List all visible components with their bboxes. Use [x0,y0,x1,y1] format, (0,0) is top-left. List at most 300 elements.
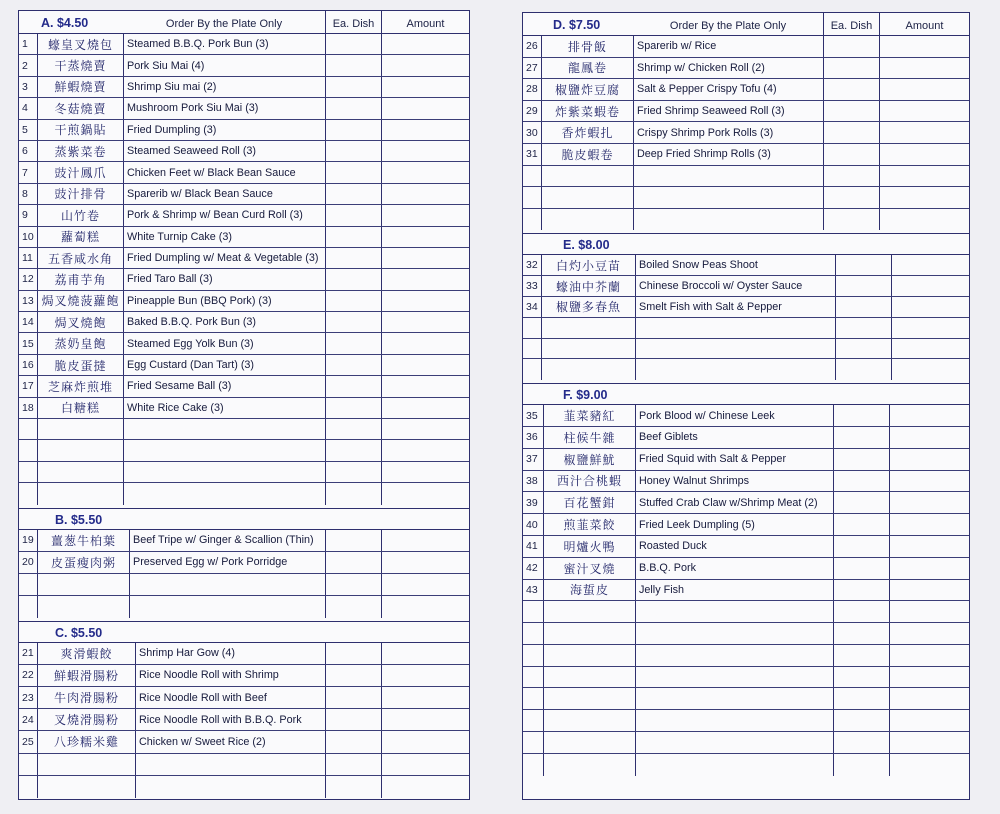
item-english-name: Jelly Fish [635,580,833,601]
item-english-name [123,462,325,482]
amount-cell[interactable] [889,536,969,557]
amount-cell[interactable] [381,184,469,204]
amount-cell[interactable] [879,144,969,165]
each-dish-cell[interactable] [325,398,381,418]
item-english-name [635,645,833,666]
each-dish-cell[interactable] [833,754,889,776]
item-number: 16 [22,359,34,372]
each-dish-cell[interactable] [835,276,891,296]
menu-item-row [19,77,469,98]
each-dish-cell[interactable] [833,688,889,709]
amount-cell[interactable] [381,248,469,268]
item-number [523,187,541,208]
each-dish-cell[interactable] [325,776,381,798]
each-dish-cell[interactable] [325,162,381,182]
item-chinese-name: 椒鹽多春魚 [541,297,635,317]
item-number: 4 [22,102,28,115]
each-dish-cell[interactable] [835,318,891,338]
amount-cell[interactable] [889,623,969,644]
each-dish-cell[interactable] [325,184,381,204]
item-english-name: Pork Siu Mai (4) [123,55,325,75]
amount-cell[interactable] [889,558,969,579]
amount-cell[interactable] [889,405,969,426]
item-english-name: Chinese Broccoli w/ Oyster Sauce [635,276,835,296]
menu-item-row [523,101,969,123]
item-english-name [635,710,833,731]
item-chinese-name: 爽滑蝦餃 [37,643,135,664]
item-chinese-name: 炸紫菜蝦卷 [541,101,633,122]
amount-cell[interactable] [381,440,469,460]
menu-item-row [19,184,469,205]
section-d-price: D. $7.50 [553,18,601,32]
item-number: 10 [22,230,34,243]
item-english-name: Baked B.B.Q. Pork Bun (3) [123,312,325,332]
amount-cell[interactable] [381,376,469,396]
amount-cell[interactable] [381,333,469,353]
item-number [523,318,541,338]
amount-cell[interactable] [381,462,469,482]
item-english-name: Shrimp Siu mai (2) [123,77,325,97]
menu-item-row [19,162,469,183]
item-chinese-name: 排骨飯 [541,36,633,57]
each-dish-cell[interactable] [325,205,381,225]
item-number: 19 [22,534,34,547]
each-dish-cell[interactable] [325,227,381,247]
each-dish-cell[interactable] [325,731,381,752]
each-dish-cell[interactable] [833,558,889,579]
amount-cell[interactable] [381,98,469,118]
amount-cell[interactable] [381,355,469,375]
menu-item-row [523,297,969,318]
amount-cell[interactable] [891,318,969,338]
amount-cell[interactable] [879,166,969,187]
amount-cell[interactable] [889,732,969,753]
menu-item-row [19,643,469,665]
each-dish-cell[interactable] [325,376,381,396]
item-number: 18 [22,401,34,414]
item-english-name: Smelt Fish with Salt & Pepper [635,297,835,317]
each-dish-cell[interactable] [325,530,381,551]
section-f-price: F. $9.00 [563,388,608,403]
item-chinese-name: 荔甫芋角 [37,269,123,289]
each-dish-cell[interactable] [325,141,381,161]
each-dish-cell[interactable] [835,297,891,317]
menu-item-row [19,333,469,354]
item-number: 8 [22,187,28,200]
amount-cell[interactable] [381,312,469,332]
item-chinese-name [541,187,633,208]
item-chinese-name: 鮮蝦滑腸粉 [37,665,135,686]
blank-row [19,462,469,483]
menu-item-row [19,248,469,269]
item-number [523,688,543,709]
each-dish-cell[interactable] [325,596,381,618]
each-dish-cell[interactable] [325,419,381,439]
each-dish-cell[interactable] [833,492,889,513]
item-number: 37 [526,453,538,466]
menu-item-row [19,731,469,753]
item-english-name [129,596,325,618]
item-number: 33 [526,280,538,293]
item-chinese-name [543,645,635,666]
item-english-name [635,688,833,709]
menu-item-row [523,58,969,80]
amount-cell[interactable] [889,688,969,709]
amount-cell[interactable] [891,255,969,275]
amount-cell[interactable] [891,359,969,380]
blank-row [19,419,469,440]
menu-item-row [523,471,969,493]
item-number: 25 [22,735,34,748]
item-chinese-name: 白糖糕 [37,398,123,418]
item-chinese-name [543,710,635,731]
item-english-name [135,776,325,798]
amount-cell[interactable] [889,514,969,535]
menu-item-row [19,552,469,574]
amount-cell[interactable] [381,596,469,618]
blank-row [19,440,469,461]
amount-cell[interactable] [381,34,469,54]
menu-item-row [523,427,969,449]
item-english-name [633,187,823,208]
menu-item-row [523,536,969,558]
amount-cell[interactable] [889,754,969,776]
item-english-name [129,574,325,595]
amount-cell[interactable] [381,709,469,730]
item-number [523,710,543,731]
item-number: 30 [526,126,538,139]
each-dish-cell[interactable] [325,269,381,289]
menu-item-row [19,98,469,119]
each-dish-cell[interactable] [823,79,879,100]
amount-cell[interactable] [381,205,469,225]
each-dish-cell[interactable] [325,709,381,730]
item-chinese-name: 蒸紫菜卷 [37,141,123,161]
blank-row [523,601,969,623]
amount-cell[interactable] [889,471,969,492]
item-english-name: Steamed B.B.Q. Pork Bun (3) [123,34,325,54]
menu-item-row [523,36,969,58]
menu-item-row [19,665,469,687]
blank-row [19,574,469,596]
item-english-name: Chicken Feet w/ Black Bean Sauce [123,162,325,182]
item-number [523,623,543,644]
item-english-name: Fried Sesame Ball (3) [123,376,325,396]
amount-cell[interactable] [381,419,469,439]
each-dish-cell[interactable] [325,687,381,708]
item-chinese-name: 百花蟹鉗 [543,492,635,513]
item-number: 9 [22,209,28,222]
item-number: 35 [526,409,538,422]
amount-cell[interactable] [381,398,469,418]
each-dish-cell[interactable] [325,291,381,311]
each-dish-cell[interactable] [325,98,381,118]
blank-row [523,754,969,776]
menu-item-row [19,291,469,312]
item-chinese-name [37,776,135,798]
amount-cell[interactable] [889,427,969,448]
amount-cell[interactable] [891,276,969,296]
item-number [523,645,543,666]
each-dish-cell[interactable] [833,601,889,622]
amount-cell[interactable] [879,101,969,122]
item-number: 13 [22,294,34,307]
item-english-name: Crispy Shrimp Pork Rolls (3) [633,122,823,143]
amount-cell[interactable] [891,297,969,317]
each-dish-cell[interactable] [325,462,381,482]
menu-item-row [19,312,469,333]
item-chinese-name: 焗叉燒飽 [37,312,123,332]
each-dish-cell[interactable] [325,120,381,140]
each-dish-cell[interactable] [833,514,889,535]
amount-cell[interactable] [381,291,469,311]
item-number [19,440,37,460]
amount-cell[interactable] [879,36,969,57]
blank-row [523,339,969,360]
each-dish-cell[interactable] [835,339,891,359]
each-dish-cell[interactable] [823,122,879,143]
each-dish-cell[interactable] [325,754,381,775]
each-dish-cell[interactable] [833,732,889,753]
item-english-name [635,623,833,644]
item-english-name [635,667,833,688]
item-english-name: Sparerib w/ Rice [633,36,823,57]
item-number: 36 [526,431,538,444]
item-english-name: Beef Tripe w/ Ginger & Scallion (Thin) [129,530,325,551]
item-number [19,483,37,504]
item-chinese-name: 韮菜豬紅 [543,405,635,426]
item-english-name: Shrimp w/ Chicken Roll (2) [633,58,823,79]
amount-cell[interactable] [889,580,969,601]
item-english-name [123,419,325,439]
item-english-name: White Turnip Cake (3) [123,227,325,247]
amount-cell[interactable] [381,77,469,97]
each-dish-cell[interactable] [823,101,879,122]
amount-cell[interactable] [879,187,969,208]
item-number: 21 [22,647,34,660]
amount-cell[interactable] [381,530,469,551]
each-dish-cell[interactable] [325,312,381,332]
item-number: 28 [526,83,538,96]
each-dish-cell[interactable] [833,405,889,426]
col-amount: Amount [381,11,469,33]
item-chinese-name [541,359,635,380]
amount-cell[interactable] [381,665,469,686]
item-english-name: Sparerib w/ Black Bean Sauce [123,184,325,204]
each-dish-cell[interactable] [325,333,381,353]
item-number: 43 [526,583,538,596]
amount-cell[interactable] [381,552,469,573]
each-dish-cell[interactable] [325,552,381,573]
menu-item-row [523,122,969,144]
item-english-name: Rice Noodle Roll with B.B.Q. Pork [135,709,325,730]
amount-cell[interactable] [889,710,969,731]
item-number: 7 [22,166,28,179]
item-english-name: Pineapple Bun (BBQ Pork) (3) [123,291,325,311]
amount-cell[interactable] [381,754,469,775]
menu-item-row [19,205,469,226]
each-dish-cell[interactable] [325,665,381,686]
blank-row [523,318,969,339]
each-dish-cell[interactable] [325,574,381,595]
item-chinese-name: 蠔油中芥蘭 [541,276,635,296]
amount-cell[interactable] [879,209,969,231]
amount-cell[interactable] [381,162,469,182]
item-english-name: Pork & Shrimp w/ Bean Curd Roll (3) [123,205,325,225]
item-chinese-name: 香炸蝦扎 [541,122,633,143]
blank-row [523,166,969,188]
item-english-name: Shrimp Har Gow (4) [135,643,325,664]
item-english-name: Fried Squid with Salt & Pepper [635,449,833,470]
item-chinese-name [37,462,123,482]
item-english-name: Steamed Egg Yolk Bun (3) [123,333,325,353]
amount-cell[interactable] [889,449,969,470]
item-chinese-name: 豉汁鳳爪 [37,162,123,182]
each-dish-cell[interactable] [823,187,879,208]
section-f-rows [523,405,969,776]
item-chinese-name [37,419,123,439]
each-dish-cell[interactable] [833,427,889,448]
each-dish-cell[interactable] [833,645,889,666]
item-number: 5 [22,123,28,136]
item-number [523,209,541,231]
left-header [19,11,469,34]
item-english-name: Honey Walnut Shrimps [635,471,833,492]
amount-cell[interactable] [381,574,469,595]
item-chinese-name: 八珍糯米雞 [37,731,135,752]
each-dish-cell[interactable] [833,623,889,644]
item-number [523,339,541,359]
item-chinese-name [541,318,635,338]
section-b-rows [19,530,469,618]
item-english-name: Chicken w/ Sweet Rice (2) [135,731,325,752]
section-e-rows [523,255,969,380]
item-english-name: Fried Dumpling w/ Meat & Vegetable (3) [123,248,325,268]
item-english-name: Beef Giblets [635,427,833,448]
each-dish-cell[interactable] [833,667,889,688]
section-b-header [19,508,469,530]
amount-cell[interactable] [889,492,969,513]
item-chinese-name: 煎韮菜餃 [543,514,635,535]
col-each-dish-right: Ea. Dish [823,13,879,35]
each-dish-cell[interactable] [823,36,879,57]
item-number [523,166,541,187]
amount-cell[interactable] [381,141,469,161]
each-dish-cell[interactable] [833,580,889,601]
item-chinese-name: 海蜇皮 [543,580,635,601]
item-number: 15 [22,337,34,350]
amount-cell[interactable] [879,79,969,100]
menu-item-row [19,687,469,709]
each-dish-cell[interactable] [833,471,889,492]
amount-cell[interactable] [381,731,469,752]
each-dish-cell[interactable] [823,166,879,187]
menu-item-row [19,227,469,248]
each-dish-cell[interactable] [833,449,889,470]
amount-cell[interactable] [381,643,469,664]
item-number [19,754,37,775]
amount-cell[interactable] [381,687,469,708]
each-dish-cell[interactable] [325,643,381,664]
amount-cell[interactable] [381,269,469,289]
item-chinese-name [543,623,635,644]
item-chinese-name [543,732,635,753]
item-number: 23 [22,691,34,704]
item-chinese-name [543,601,635,622]
section-c-price: C. $5.50 [55,625,103,640]
amount-cell[interactable] [891,339,969,359]
each-dish-cell[interactable] [835,359,891,380]
each-dish-cell[interactable] [823,209,879,231]
item-number [523,359,541,380]
amount-cell[interactable] [381,227,469,247]
item-number [523,732,543,753]
each-dish-cell[interactable] [325,55,381,75]
amount-cell[interactable] [889,667,969,688]
each-dish-cell[interactable] [835,255,891,275]
menu-item-row [523,558,969,580]
amount-cell[interactable] [381,483,469,504]
menu-item-row [523,255,969,276]
blank-row [523,623,969,645]
item-chinese-name [541,339,635,359]
item-number [523,754,543,776]
item-chinese-name [543,667,635,688]
each-dish-cell[interactable] [823,58,879,79]
item-chinese-name: 柱候牛雜 [543,427,635,448]
amount-cell[interactable] [879,58,969,79]
section-a-rows [19,34,469,505]
item-chinese-name: 芝麻炸煎堆 [37,376,123,396]
item-english-name: Egg Custard (Dan Tart) (3) [123,355,325,375]
item-english-name: Fried Shrimp Seaweed Roll (3) [633,101,823,122]
each-dish-cell[interactable] [833,710,889,731]
amount-cell[interactable] [381,55,469,75]
item-english-name: Fried Dumpling (3) [123,120,325,140]
each-dish-cell[interactable] [325,77,381,97]
item-english-name [635,359,835,380]
amount-cell[interactable] [889,601,969,622]
amount-cell[interactable] [381,776,469,798]
item-chinese-name: 明爐火鴨 [543,536,635,557]
item-chinese-name: 薑葱牛柏葉 [37,530,129,551]
item-english-name: White Rice Cake (3) [123,398,325,418]
amount-cell[interactable] [889,645,969,666]
item-english-name: Boiled Snow Peas Shoot [635,255,835,275]
each-dish-cell[interactable] [325,355,381,375]
amount-cell[interactable] [381,120,469,140]
each-dish-cell[interactable] [325,248,381,268]
section-e-header [523,233,969,255]
item-english-name: Deep Fried Shrimp Rolls (3) [633,144,823,165]
item-chinese-name: 五香咸水角 [37,248,123,268]
each-dish-cell[interactable] [823,144,879,165]
each-dish-cell[interactable] [325,483,381,504]
section-b-price: B. $5.50 [55,512,103,527]
each-dish-cell[interactable] [833,536,889,557]
item-number: 31 [526,148,538,161]
each-dish-cell[interactable] [325,34,381,54]
item-chinese-name: 椒鹽炸豆腐 [541,79,633,100]
amount-cell[interactable] [879,122,969,143]
each-dish-cell[interactable] [325,440,381,460]
item-chinese-name [543,688,635,709]
item-chinese-name: 冬菇燒賣 [37,98,123,118]
item-number: 11 [22,252,33,265]
item-chinese-name [37,574,129,595]
item-number: 1 [22,38,28,51]
item-english-name: Fried Leek Dumpling (5) [635,514,833,535]
